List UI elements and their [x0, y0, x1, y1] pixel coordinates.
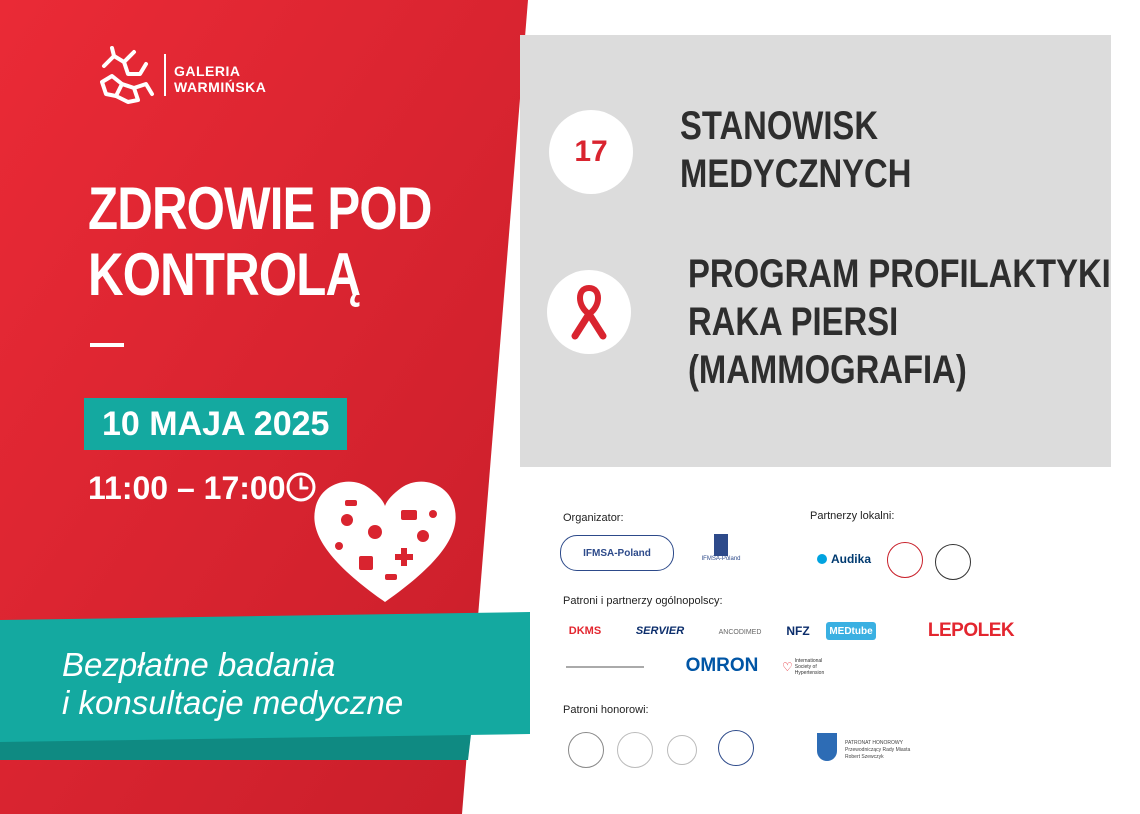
national-partners-label: Patroni i partnerzy ogólnopolscy: — [563, 595, 723, 607]
ancodimed-logo — [715, 624, 765, 640]
servier-logo — [630, 622, 690, 640]
stat-number-badge: 17 — [549, 110, 633, 194]
banner-line1: Bezpłatne badania — [62, 646, 336, 683]
honorary-patron-text — [845, 740, 910, 761]
coral-logo-icon — [94, 44, 156, 106]
date-badge: 10 MAJA 2025 — [84, 398, 347, 450]
audika-logo — [812, 548, 876, 570]
omron-logo — [682, 654, 762, 678]
dkms-logo — [562, 622, 608, 640]
medtube-logo — [826, 622, 876, 640]
honorary-seal-4 — [718, 730, 754, 766]
charity-logo — [880, 622, 920, 640]
nfz-logo — [782, 622, 814, 640]
logo-line2: WARMIŃSKA — [174, 79, 267, 95]
lepolek-logo-text: LEPOLEK — [927, 620, 1015, 641]
page-title — [88, 176, 432, 308]
logo-line1: GALERIA — [174, 63, 241, 79]
title-line1: ZDROWIE POD — [88, 175, 432, 242]
ancodimed-logo-text: ANCODIMED — [718, 628, 762, 636]
may-measurement-logo — [836, 656, 858, 678]
stat-stanowiska — [680, 102, 911, 198]
banner-line2: i konsultacje medyczne — [62, 684, 404, 721]
pink-ribbon-icon — [567, 284, 611, 340]
omron-logo-text: OMRON — [685, 655, 759, 676]
medycyna-logo — [566, 660, 644, 674]
ifmsa-small-logo — [700, 530, 742, 566]
event-time: 11:00 – 17:00 — [88, 470, 286, 506]
stat1-line2: MEDYCZNYCH — [680, 152, 912, 196]
stat2-line3: (MAMMOGRAFIA) — [688, 348, 967, 392]
ish-logo-text: International Society of Hypertension — [794, 658, 825, 676]
stat1-line1: STANOWISK — [680, 104, 879, 148]
dkms-logo-text: DKMS — [568, 625, 602, 637]
ifmsa2-logo-text: IFMSA-Poland — [701, 556, 741, 562]
ribbon-badge — [547, 270, 631, 354]
lepolek-logo — [928, 618, 1014, 644]
honorary-seal-1 — [568, 732, 604, 768]
local-partners-label: Partnerzy lokalni: — [810, 510, 895, 522]
title-underline — [90, 343, 124, 347]
honorary-seal-3 — [667, 735, 697, 765]
honorary-patron-line2: Przewodniczący Rady Miasta — [845, 747, 911, 753]
stat2-line1: PROGRAM PROFILAKTYKI — [688, 252, 1111, 296]
servier-logo-text: SERVIER — [635, 625, 685, 637]
nfz-logo-text: NFZ — [786, 624, 810, 638]
honorary-patron-line1: PATRONAT HONOROWY — [845, 740, 903, 746]
medical-heart-icon — [305, 470, 465, 610]
ifmsa-logo-text: IFMSA-Poland — [583, 547, 651, 559]
title-line2: KONTROLĄ — [88, 241, 361, 308]
coat-of-arms-icon — [817, 733, 837, 761]
medtube-logo-text: MEDtube — [829, 625, 873, 637]
ish-logo: ♡ International Society of Hypertension — [782, 658, 832, 676]
honorary-seal-2 — [617, 732, 653, 768]
ifmsa-logo — [560, 535, 674, 571]
audika-logo-text: Audika — [830, 552, 871, 566]
stat-program — [688, 250, 1111, 394]
local-partner-emblem-2 — [935, 544, 971, 580]
organizer-label: Organizator: — [563, 512, 624, 524]
local-partner-emblem-1 — [887, 542, 923, 578]
banner-text — [62, 646, 403, 722]
stat2-line2: RAKA PIERSI — [688, 300, 899, 344]
ministry-emblem — [770, 728, 812, 768]
honorary-patron-line3: Robert Szewczyk — [845, 754, 884, 760]
honorary-label: Patroni honorowi: — [563, 704, 649, 716]
logo — [94, 44, 284, 106]
